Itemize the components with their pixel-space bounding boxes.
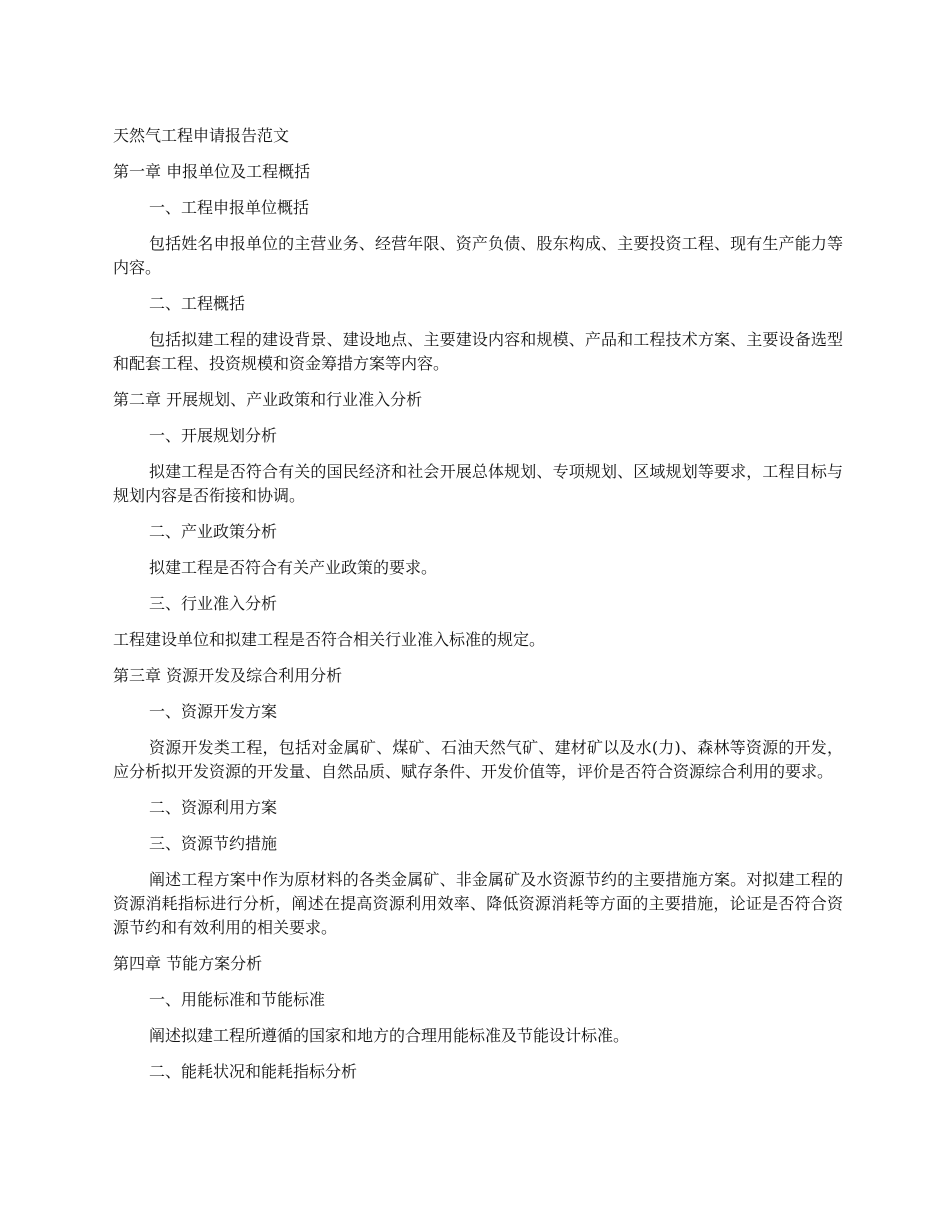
section-heading: 一、用能标准和节能标准 — [149, 990, 326, 1009]
paragraph: 工程建设单位和拟建工程是否符合相关行业准入标准的规定。 — [113, 630, 546, 649]
paragraph: 包括拟建工程的建设背景、建设地点、主要建设内容和规模、产品和工程技术方案、主要设备选型和配套工程、投资规模和资金筹措方案等内容。 — [113, 330, 843, 373]
section-heading: 二、工程概括 — [149, 294, 246, 313]
paragraph: 资源开发类工程，包括对金属矿、煤矿、石油天然气矿、建材矿以及水(力)、森林等资源的开发，应分析拟开发资源的开发量、自然品质、赋存条件、开发价值等，评价是否符合资源综合利用的要求。 — [113, 738, 843, 781]
section-heading: 二、产业政策分析 — [149, 522, 278, 541]
chapter-heading-3: 第三章 资源开发及综合利用分析 — [113, 666, 343, 685]
section-heading: 一、开展规划分析 — [149, 426, 278, 445]
paragraph: 拟建工程是否符合有关的国民经济和社会开展总体规划、专项规划、区域规划等要求，工程目标与规划内容是否衔接和协调。 — [113, 462, 843, 505]
section-heading: 三、行业准入分析 — [149, 594, 278, 613]
paragraph: 阐述工程方案中作为原材料的各类金属矿、非金属矿及水资源节约的主要措施方案。对拟建工程的资源消耗指标进行分析，阐述在提高资源利用效率、降低资源消耗等方面的主要措施，论证是否符合资源节约和有效利用的相关要求。 — [113, 870, 843, 937]
document-body — [113, 124, 843, 1096]
section-heading: 一、工程申报单位概括 — [149, 198, 310, 217]
section-heading: 三、资源节约措施 — [149, 834, 278, 853]
section-heading: 二、能耗状况和能耗指标分析 — [149, 1062, 358, 1081]
chapter-heading-4: 第四章 节能方案分析 — [113, 954, 263, 973]
document-title: 天然气工程申请报告范文 — [113, 126, 290, 145]
paragraph: 包括姓名申报单位的主营业务、经营年限、资产负债、股东构成、主要投资工程、现有生产能力等内容。 — [113, 234, 843, 277]
paragraph: 拟建工程是否符合有关产业政策的要求。 — [149, 558, 438, 577]
paragraph: 阐述拟建工程所遵循的国家和地方的合理用能标准及节能设计标准。 — [149, 1026, 630, 1045]
chapter-heading-1: 第一章 申报单位及工程概括 — [113, 162, 311, 181]
chapter-heading-2: 第二章 开展规划、产业政策和行业准入分析 — [113, 390, 423, 409]
section-heading: 二、资源利用方案 — [149, 798, 278, 817]
section-heading: 一、资源开发方案 — [149, 702, 278, 721]
